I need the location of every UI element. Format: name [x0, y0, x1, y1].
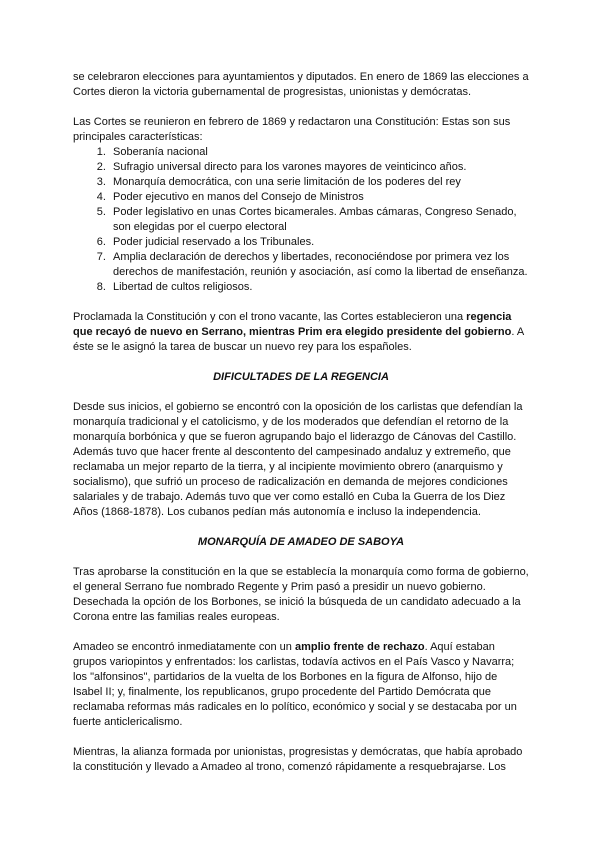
constitution-characteristics-list: [73, 145, 529, 295]
list-item: 3. Monarquía democrática, con una serie limitación de los poderes del rey: [109, 175, 529, 190]
paragraph-alliance-breakup: Mientras, la alianza formada por unionistas, progresistas y demócratas, que había aprobado la constitución y llevado a Amadeo al trono, comenzó rápidamente a resquebrajarse. Los: [73, 746, 523, 773]
section-heading-amadeo-monarchy: MONARQUÍA DE AMADEO DE SABOYA: [197, 536, 405, 548]
paragraph-text: Amadeo se encontró inmediatamente con un: [73, 641, 295, 653]
list-item: 2. Sufragio universal directo para los varones mayores de veinticinco años.: [109, 160, 529, 175]
paragraph-text: . Aquí estaban grupos variopintos y enfrentados: los carlistas, todavía activos en el País Vasco y Navarra; los "alfonsinos", partidarios de la vuelta de los Borbones en la figura de Alfonso, hijo de Isabel II; y, finalmente, los republicanos, grupo procedente del Partido Demócrata que reclamaba reformas más radicales en lo político, económico y social y se destacaba por un fuerte anticlericalismo.: [73, 641, 517, 728]
list-item: 6. Poder judicial reservado a los Tribunales.: [109, 235, 529, 250]
bold-text: regencia que recayó de nuevo en Serrano, mientras Prim era elegido presidente del gobierno: [73, 311, 512, 338]
paragraph-regency: [73, 310, 529, 355]
paragraph-elections: se celebraron elecciones para ayuntamientos y diputados. En enero de 1869 las elecciones a Cortes dieron la victoria gubernamental de progresistas, unionistas y demócratas.: [73, 71, 529, 98]
list-item: 5. Poder legislativo en unas Cortes bicamerales. Ambas cámaras, Congreso Senado, son elegidas por el cuerpo electoral: [109, 205, 529, 235]
list-item: 7. Amplia declaración de derechos y libertades, reconociéndose por primera vez los derechos de manifestación, reunión y asociación, así como la libertad de enseñanza.: [109, 250, 529, 280]
paragraph-candidate-search: Tras aprobarse la constitución en la que se establecía la monarquía como forma de gobierno, el general Serrano fue nombrado Regente y Prim pasó a presidir un nuevo gobierno. Desechada la opción de los Borbones, se inició la búsqueda de un candidato adecuado a la Corona entre las familias reales europeas.: [73, 566, 529, 623]
paragraph-government-opposition: Desde sus inicios, el gobierno se encontró con la oposición de los carlistas que defendían la monarquía tradicional y el catolicismo, y de los moderados que defendían el retorno de la monarquía borbónica y que se fueron agrupando bajo el liderazgo de Cánovas del Castillo. Además tuvo que hacer frente al descontento del campesinado andaluz y extremeño, que reclamaba un mejor reparto de la tierra, y al incipiente movimiento obrero (anarquismo y socialismo), que sufrió un proceso de radicalización en demanda de mejores condiciones salariales y de trabajo. Además tuvo que ver como estalló en Cuba la Guerra de los Diez Años (1868-1878). Los cubanos pedían más autonomía e incluso la independencia.: [73, 401, 523, 518]
paragraph-text: Proclamada la Constitución y con el trono vacante, las Cortes establecieron una: [73, 311, 467, 323]
list-item: 4. Poder ejecutivo en manos del Consejo de Ministros: [109, 190, 529, 205]
paragraph-constitution-intro: Las Cortes se reunieron en febrero de 1869 y redactaron una Constitución: Estas son sus principales características:: [73, 116, 511, 143]
paragraph-rejection-front: [73, 640, 529, 730]
list-item: 1. Soberanía nacional: [109, 145, 529, 160]
list-item: 8. Libertad de cultos religiosos.: [109, 280, 529, 295]
bold-text: amplio frente de rechazo: [294, 641, 425, 653]
document-body: [73, 70, 529, 775]
paragraph-text: . A éste se le asignó la tarea de buscar un nuevo rey para los españoles.: [73, 326, 524, 353]
section-heading-regency-difficulties: DIFICULTADES DE LA REGENCIA: [213, 371, 389, 383]
